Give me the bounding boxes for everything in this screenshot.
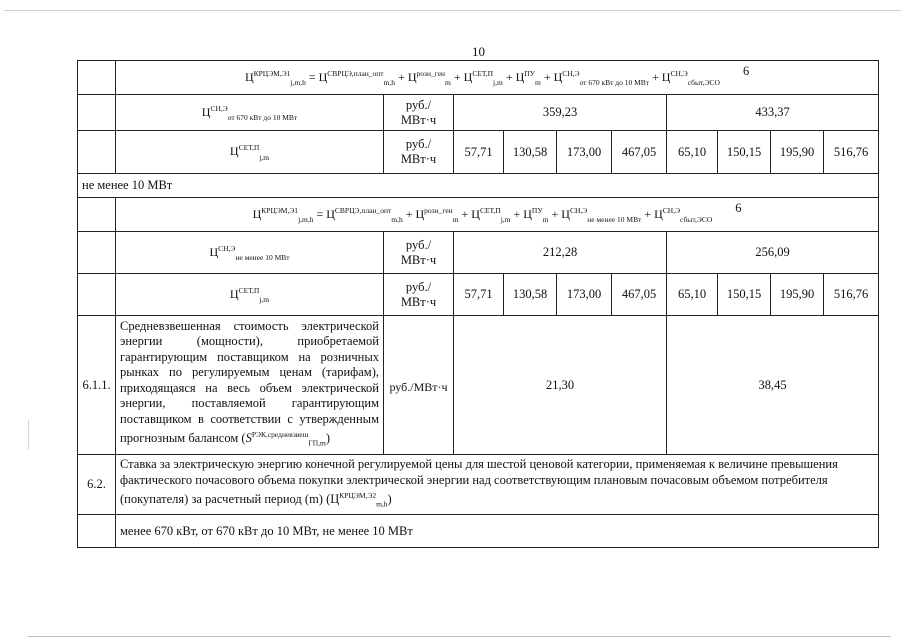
table-row: [78, 232, 879, 274]
unit-cell: руб./ МВт·ч: [384, 232, 454, 274]
value-cell: 212,28: [454, 232, 667, 274]
value-cell: 65,10: [667, 274, 718, 316]
formula-row: [78, 61, 879, 95]
number-cell: [78, 515, 116, 548]
scan-bottom-edge: [28, 636, 891, 637]
table-row: [78, 274, 879, 316]
table-row: [78, 95, 879, 131]
value-cell: 467,05: [612, 274, 667, 316]
number-cell: [78, 61, 116, 95]
tariff-symbol: $Ц^{СН,Э}_{от 670 кВт до 10 МВт}$: [116, 95, 384, 131]
unit-cell: руб./ МВт·ч: [384, 131, 454, 174]
value-cell: 150,15: [718, 131, 771, 174]
item-number: 6.1.1.: [78, 316, 116, 455]
table-row: [78, 174, 879, 198]
table-row: [78, 455, 879, 515]
value-cell: 57,71: [454, 274, 504, 316]
tariff-symbol: $Ц^{СН,Э}_{не менее 10 МВт}$: [116, 232, 384, 274]
value-cell: 57,71: [454, 131, 504, 174]
value-cell: 359,23: [454, 95, 667, 131]
section-label: менее 670 кВт, от 670 кВт до 10 МВт, не менее 10 МВт: [116, 515, 879, 548]
item-description: Средневзвешенная стоимость электрической энергии (мощности), приобретаемой гарантирующим поставщиком на розничных рынках по регулируемым ценам (тарифам), приходящаяся на весь объем электрической энергии, поставляемой гарантирующим поставщиком в соответствии с утвержденным прогнозным балансом $(S^{РЭК,средневзвеш}_{ГП,m})$: [116, 316, 384, 455]
value-cell: 130,58: [504, 274, 557, 316]
formula-row: [78, 198, 879, 232]
value-cell: 433,37: [667, 95, 879, 131]
unit-cell: руб./ МВт·ч: [384, 95, 454, 131]
value-cell: 195,90: [771, 274, 824, 316]
value-cell: 467,05: [612, 131, 667, 174]
formula-number: 6: [742, 63, 750, 78]
number-cell: [78, 198, 116, 232]
formula-krcem-e1-670: $Ц^{КРЦЭМ,Э1}_{j,m,h} = Ц^{СВРЦЭ,план\_опт}_{m,h} + Ц^{розн\_ген}_m + Ц^{СЕТ,П}_{j,m} + Ц^{ПУ}_m + Ц^{СН,Э}_{от 670 кВт до 10 МВт} + Ц^{СН,Э}_{сбыт,ЭСО}$ 6: [116, 61, 879, 95]
item-number: 6.2.: [78, 455, 116, 515]
scan-left-mark: [28, 420, 29, 450]
table-row: [78, 515, 879, 548]
formula-krcem-e1-10mw: $Ц^{КРЦЭМ,Э1}_{j,m,h} = Ц^{СВРЦЭ,план\_опт}_{m,h} + Ц^{розн\_ген}_m + Ц^{СЕТ,П}_{j,m} + Ц^{ПУ}_m + Ц^{СН,Э}_{не менее 10 МВт} + Ц^{СН,Э}_{сбыт,ЭСО}$ 6: [116, 198, 879, 232]
value-cell: 516,76: [824, 274, 879, 316]
value-cell: 150,15: [718, 274, 771, 316]
tariff-table: [77, 60, 879, 548]
number-cell: [78, 95, 116, 131]
table-row: [78, 316, 879, 455]
number-cell: [78, 274, 116, 316]
value-cell: 516,76: [824, 131, 879, 174]
value-cell: 256,09: [667, 232, 879, 274]
number-cell: [78, 232, 116, 274]
number-cell: [78, 131, 116, 174]
value-cell: 173,00: [557, 274, 612, 316]
page-number: 10: [472, 44, 485, 59]
value-cell: 65,10: [667, 131, 718, 174]
section-label: не менее 10 МВт: [78, 174, 879, 198]
value-cell: 21,30: [454, 316, 667, 455]
unit-cell: руб./ МВт·ч: [384, 274, 454, 316]
tariff-symbol: $Ц^{СЕТ,П}_{j,m}$: [116, 274, 384, 316]
formula-number: 6: [735, 200, 742, 215]
tariff-symbol: $Ц^{СЕТ,П}_{j,m}$: [116, 131, 384, 174]
unit-cell: руб./МВт·ч: [384, 316, 454, 455]
scan-top-edge: [4, 10, 901, 11]
value-cell: 130,58: [504, 131, 557, 174]
table-row: [78, 131, 879, 174]
value-cell: 173,00: [557, 131, 612, 174]
value-cell: 38,45: [667, 316, 879, 455]
value-cell: 195,90: [771, 131, 824, 174]
item-description: Ставка за электрическую энергию конечной регулируемой цены для шестой ценовой категории, применяемая к величине превышения фактического почасового объема покупки электрической энергии над соответствующим плановым почасовым объемом потребителя (покупателя) за расчетный период (m) $(Ц^{КРЦЭМ,Э2}_{m,h})$: [116, 455, 879, 515]
